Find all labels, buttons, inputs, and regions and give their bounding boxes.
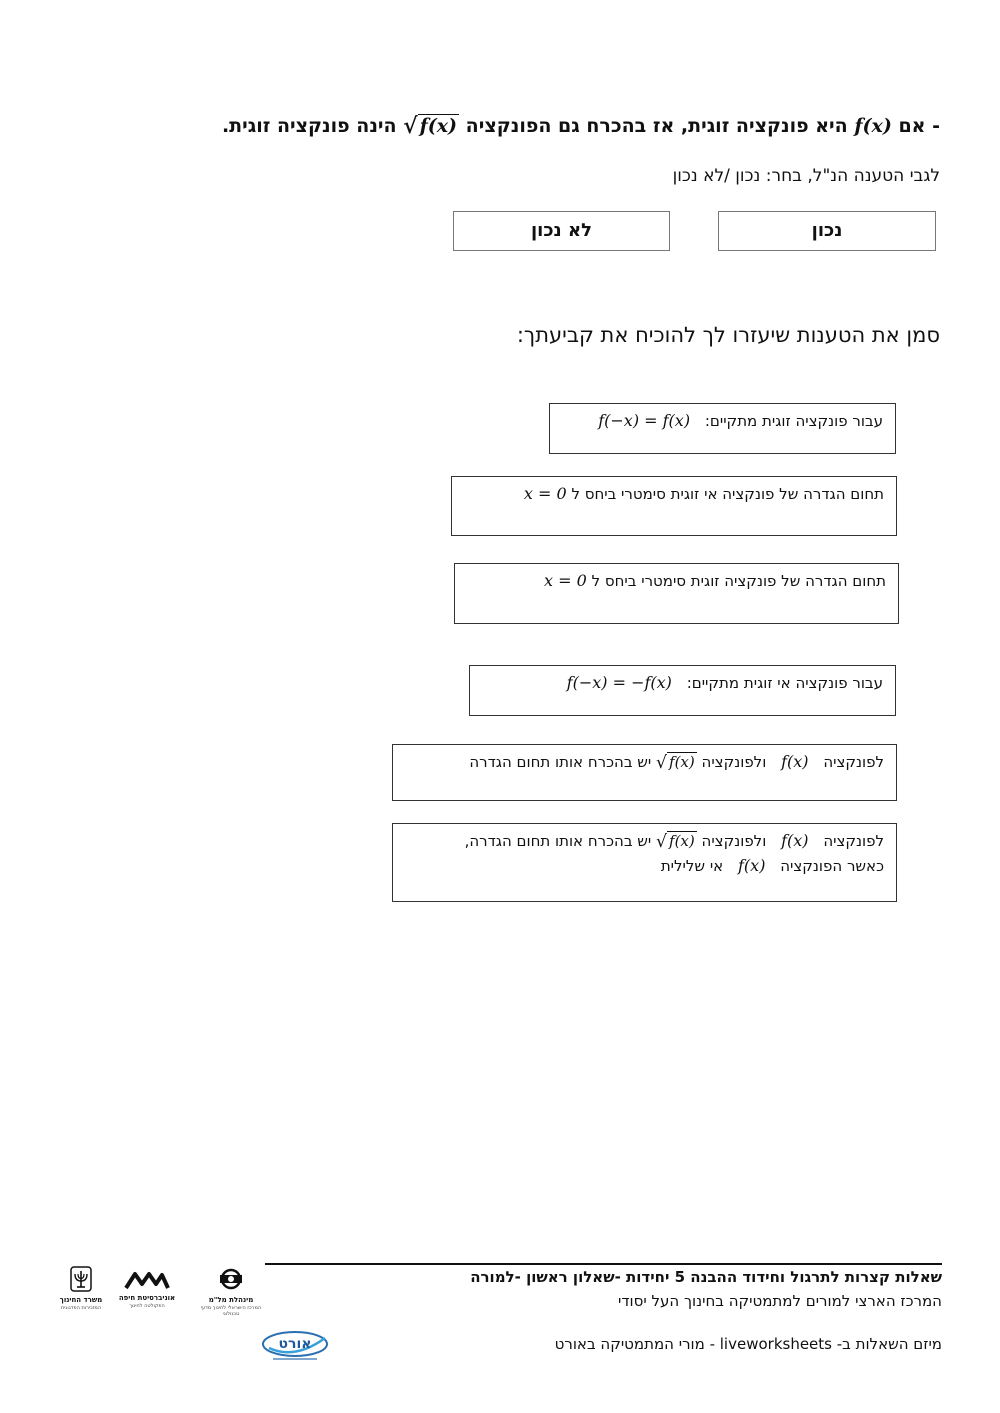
statement-line-1 [405, 829, 884, 854]
statement-text: תחום הגדרה של פונקציה אי זוגית סימטרי ביחס ל [571, 485, 884, 503]
malam-logo [200, 1266, 262, 1317]
true-choice-button[interactable]: נכון [718, 211, 936, 251]
statement-same-domain-nonnegative[interactable] [392, 823, 897, 902]
false-choice-button[interactable]: לא נכון [453, 211, 670, 251]
statement-mid: ולפונקציה [701, 832, 767, 850]
logo-caption: מינהלת מל"מ [208, 1296, 254, 1304]
ort-wordmark: אורט [278, 1336, 312, 1352]
statement-math: f(−x) = −f(x) [566, 673, 672, 692]
question-sqrt-arg: f(x) [419, 115, 458, 137]
statement-sqrt-arg: f(x) [669, 832, 695, 850]
statement-odd-definition[interactable] [469, 665, 896, 716]
statement-sqrt-arg: f(x) [669, 753, 695, 771]
logo-subcaption: הפקולטה לחינוך [129, 1303, 165, 1309]
mark-prompt: סמן את הטענות שיעזרו לך להוכיח את קביעתך: [516, 323, 940, 347]
ort-logo [255, 1326, 335, 1370]
haifa-university-logo [118, 1270, 176, 1309]
statement-line2-fx: f(x) [738, 856, 766, 875]
question-middle: היא פונקציה זוגית, אז בהכרח גם הפונקציה [465, 115, 848, 137]
statement-math: f(−x) = f(x) [598, 411, 691, 430]
statement-math: x = 0 [544, 571, 587, 590]
statement-text: עבור פונקציה אי זוגית מתקיים: [686, 674, 883, 692]
statement-even-definition[interactable] [549, 403, 896, 454]
statement-math: x = 0 [523, 484, 567, 503]
statement-even-domain-symmetric[interactable] [454, 563, 899, 624]
question-title [120, 112, 940, 140]
statement-pre: לפונקציה [823, 832, 884, 850]
statement-post: יש בהכרח אותו תחום הגדרה [469, 753, 652, 771]
statement-text: עבור פונקציה זוגית מתקיים: [704, 412, 883, 430]
logo-subcaption: המזכירות הפדגוגית [60, 1305, 102, 1311]
question-sqrt: √ f(x) [403, 113, 458, 139]
haifa-university-mark-icon [124, 1270, 170, 1290]
footer-credit: מיזם השאלות ב- liveworksheets - מורי המתמטיקה באורט [554, 1335, 942, 1353]
menorah-emblem-icon [70, 1266, 92, 1292]
statement-mid: ולפונקציה [701, 753, 767, 771]
statement-pre: לפונקציה [823, 753, 884, 771]
logo-subcaption: המרכז הישראלי לחינוך מדעי טכנולוגי [200, 1305, 262, 1317]
statement-sqrt: √ f(x) [656, 753, 695, 773]
logo-caption: משרד החינוך [59, 1296, 103, 1304]
education-ministry-logo [55, 1266, 107, 1311]
statement-sqrt: √ f(x) [656, 832, 695, 852]
instruction-text: לגבי הטענה הנ"ל, בחר: נכון /לא נכון [672, 166, 940, 186]
statement-fx: f(x) [781, 831, 809, 850]
statement-line2-pre: כאשר הפונקציה [780, 857, 884, 875]
footer-subtitle: המרכז הארצי למורים למתמטיקה בחינוך העל יסודי [617, 1292, 942, 1310]
statement-line-2 [405, 854, 884, 878]
question-suffix: הינה פונקציה זוגית. [221, 115, 397, 137]
statement-odd-domain-symmetric[interactable] [451, 476, 897, 536]
statement-line2-post: אי שלילית [660, 857, 724, 875]
question-prefix: - אם [898, 115, 940, 137]
malam-emblem-icon [214, 1266, 248, 1292]
question-fx: f(x) [854, 115, 892, 137]
footer-title: שאלות קצרות לתרגול וחידוד ההבנה 5 יחידות -שאלון ראשון -למורה [470, 1268, 942, 1286]
statement-text: תחום הגדרה של פונקציה זוגית סימטרי ביחס ל [591, 572, 886, 590]
logo-caption: אוניברסיטת חיפה [118, 1294, 176, 1302]
statement-post: יש בהכרח אותו תחום הגדרה, [464, 832, 652, 850]
ort-swoosh-icon [255, 1326, 335, 1366]
statement-same-domain[interactable] [392, 744, 897, 801]
footer-divider [265, 1263, 942, 1265]
statement-fx: f(x) [781, 752, 809, 771]
